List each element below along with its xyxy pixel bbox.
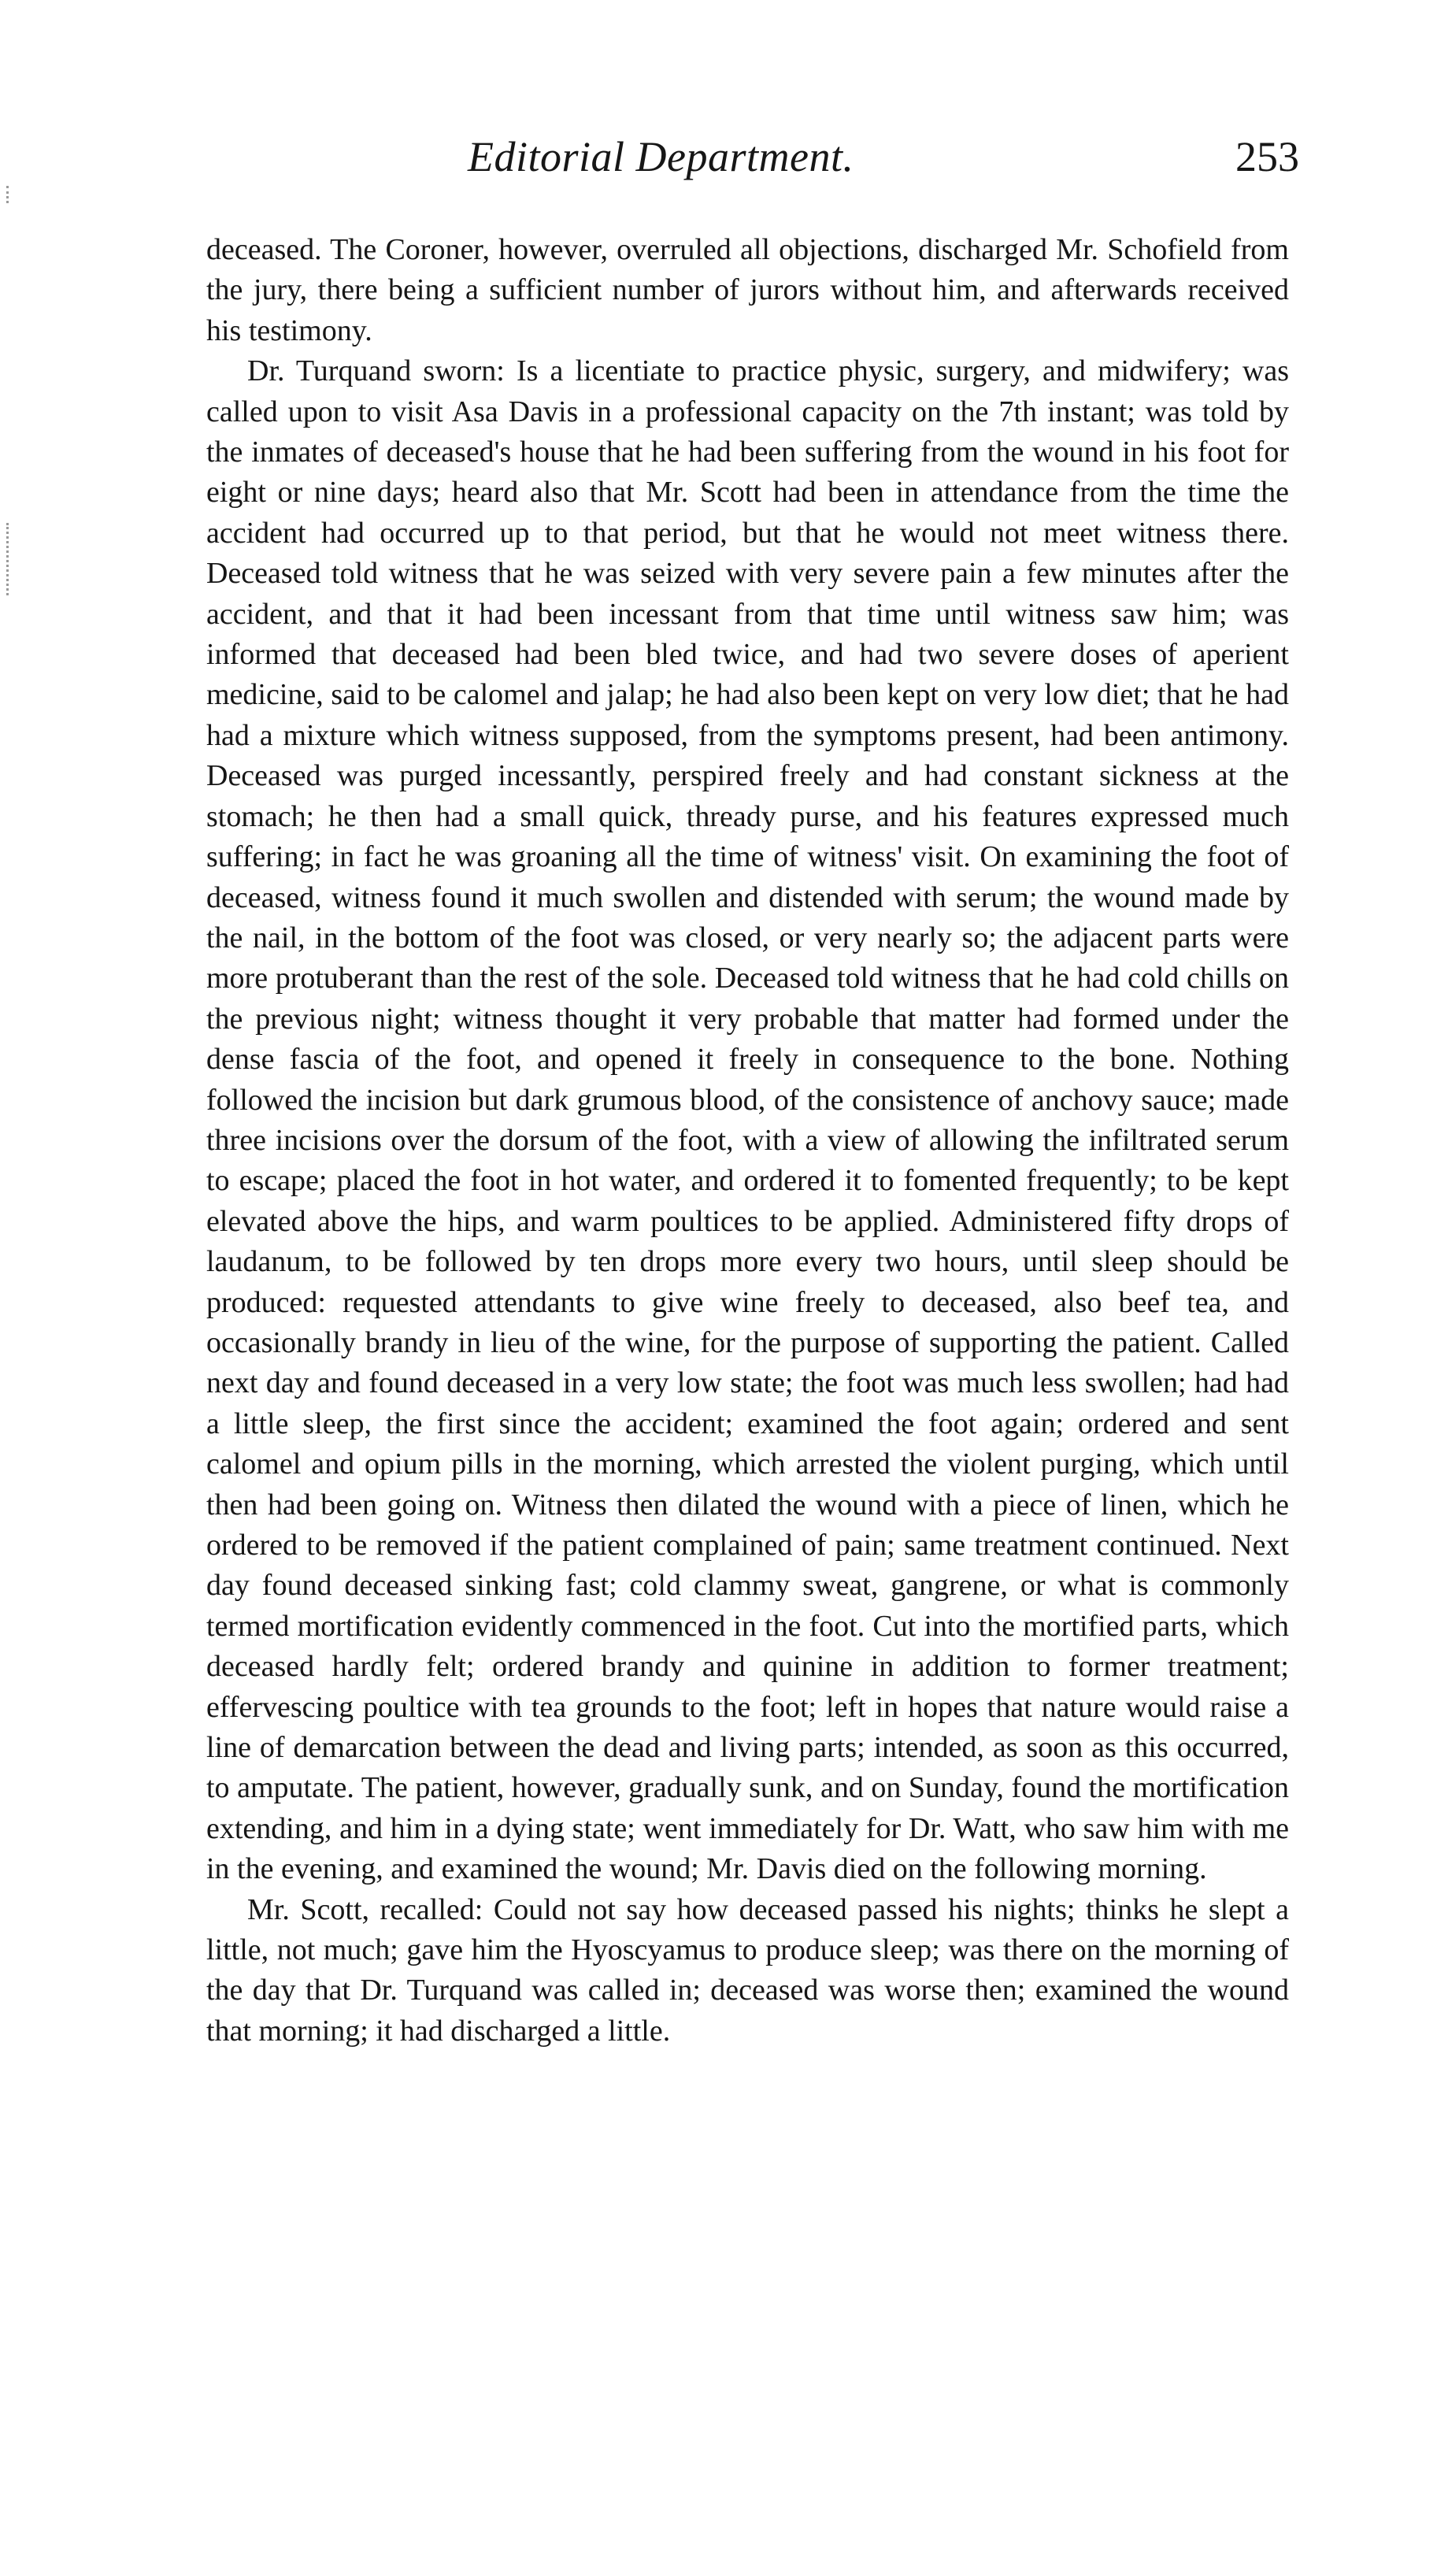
paragraph-mr-scott-recalled: Mr. Scott, recalled: Could not say how deceased passed his nights; thinks he slept a little, not much; gave him the Hyoscyamus to produce sleep; was there on the morning of the day that Dr. Turquand was called in; deceased was worse then; examined the wound that morning; it had discharged a little.	[206, 1892, 1289, 2048]
paragraph-continuation: deceased. The Coroner, however, overruled all objections, discharged Mr. Schofield from the jury, there being a sufficient number of jurors without him, and afterwards received his testimony.	[206, 233, 1289, 347]
page-number: 253	[1235, 133, 1299, 180]
running-head	[205, 132, 1299, 195]
paragraph-dr-turquand-testimony: Dr. Turquand sworn: Is a licentiate to practice physic, surgery, and midwifery; was called upon to visit Asa Davis in a professional capacity on the 7th instant; was told by the inmates of deceased's house that he had been suffering from the wound in his foot for eight or nine days; heard also that Mr. Scott had been in attendance from the time the accident had occurred up to that period, but that he would not meet witness there. Deceased told witness that he was seized with very severe pain a few minutes after the accident, and that it had been incessant from that time until witness saw him; was informed that deceased had been bled twice, and had two severe doses of aperient medicine, said to be calomel and jalap; he had also been kept on very low diet; that he had had a mixture which witness supposed, from the symptoms present, had been antimony. Deceased was purged incessantly, perspired freely and had constant sickness at the stomach; he then had a small quick, thready purse, and his features expressed much suffering; in fact he was groaning all the time of witness' visit. On examining the foot of deceased, witness found it much swollen and distended with serum; the wound made by the nail, in the bottom of the foot was closed, or very nearly so; the adjacent parts were more protuberant than the rest of the sole. Deceased told witness that he had cold chills on the previous night; witness thought it very probable that matter had formed under the dense fascia of the foot, and opened it freely in consequence to the bone. Nothing followed the incision but dark grumous blood, of the consistence of anchovy sauce; made three incisions over the dorsum of the foot, with a view of allowing the infiltrated serum to escape; placed the foot in hot water, and ordered it to fomented frequently; to be kept elevated above the hips, and warm poultices to be applied. Administered fifty drops of laudanum, to be followed by ten drops more every two hours, until sleep should be produced: requested attendants to give wine freely to deceased, also beef tea, and occasionally brandy in lieu of the wine, for the purpose of supporting the patient. Called next day and found deceased in a very low state; the foot was much less swollen; had had a little sleep, the first since the accident; examined the foot again; ordered and sent calomel and opium pills in the morning, which arrested the violent purging, which until then had been going on. Witness then dilated the wound with a piece of linen, which he ordered to be removed if the patient complained of pain; same treatment continued. Next day found deceased sinking fast; cold clammy sweat, gangrene, or what is commonly termed mortification evidently commenced in the foot. Cut into the mortified parts, which deceased hardly felt; ordered brandy and quinine in addition to former treatment; effervescing poultice with tea grounds to the foot; left in hopes that nature would raise a line of demarcation between the dead and living parts; intended, as soon as this occurred, to amputate. The patient, however, gradually sunk, and on Sunday, found the mortification extending, and him in a dying state; went immediately for Dr. Watt, who saw him with me in the evening, and examined the wound; Mr. Davis died on the following morning.	[206, 354, 1289, 1886]
running-title: Editorial Department.	[468, 133, 854, 180]
body-text	[206, 230, 1289, 2052]
margin-mark-top	[6, 186, 11, 203]
margin-mark-middle	[6, 523, 11, 595]
